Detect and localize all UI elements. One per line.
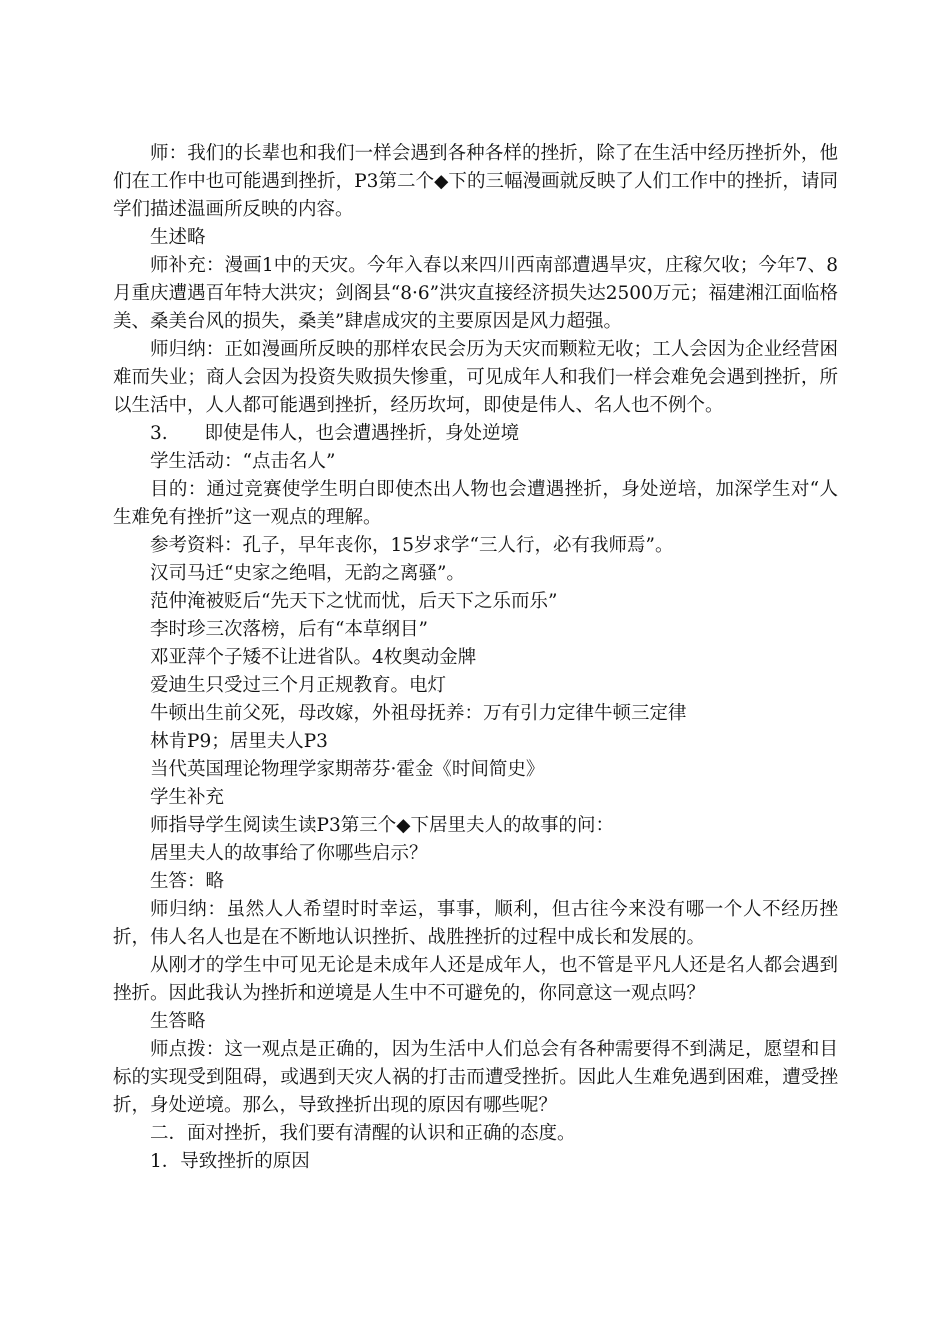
paragraph-reference-dengyaping: 邓亚萍个子矮不让进省队。4枚奥动金牌 [150,647,477,668]
document-body [113,140,838,1176]
paragraph-teacher-summary-2: 师归纳：虽然人人希望时时幸运，事事，顺利，但古往今来没有哪一个人不经历挫折，伟人名人也是在不断地认识挫折、战胜挫折的过程中成长和发展的。 [113,899,838,948]
paragraph-student-supplement: 学生补充 [150,787,225,808]
paragraph-teacher-supplement: 师补充：漫画1中的天灾。今年入春以来四川西南部遭遇旱灾，庄稼欠收；今年7、8月重庆遭遇百年特大洪灾；剑阁县“8·6”洪灾直接经济损失达2500万元；福建湘江面临格美、桑美台风的损失，桑美”肆虐成灾的主要原因是风力超强。 [113,255,838,332]
paragraph-reference-lincoln-curie: 林肯P9；居里夫人P3 [150,731,328,752]
paragraph-student-answer: 生答：略 [150,871,225,892]
subsection-heading-1: 1．导致挫折的原因 [150,1151,310,1172]
paragraph-reference-confucius: 参考资料：孔子，早年丧你，15岁求学“三人行，必有我师焉”。 [150,535,674,556]
paragraph-student-answer-2: 生答略 [150,1011,206,1032]
paragraph-reference-edison: 爱迪生只受过三个月正规教育。电灯 [150,675,447,696]
paragraph-question-curie: 居里夫人的故事给了你哪些启示？ [150,843,428,864]
paragraph-reference-simaqian: 汉司马迁“史家之绝唱，无韵之离骚”。 [150,563,465,584]
section-heading-3: 3. 即使是伟人，也会遭遇挫折，身处逆境 [150,423,520,444]
paragraph-teacher-summary: 师归纳：正如漫画所反映的那样农民会历为天灾而颗粒无收；工人会因为企业经营困难而失业；商人会因为投资失败损失惨重，可见成年人和我们一样会难免会遇到挫折，所以生活中，人人都可能遇到挫折，经历坎坷，即使是伟人、名人也不例个。 [113,339,838,416]
paragraph-reference-hawking: 当代英国理论物理学家期蒂芬·霍金《时间简史》 [150,759,545,780]
paragraph-student-describe: 生述略 [150,227,206,248]
paragraph-reference-lishizhen: 李时珍三次落榜，后有“本草纲目” [150,619,428,640]
paragraph-reference-newton: 牛顿出生前父死，母改嫁，外祖母抚养：万有引力定律牛顿三定律 [150,703,687,724]
paragraph-reference-fanzhongyan: 范仲淹被贬后“先天下之忧而忧，后天下之乐而乐” [150,591,558,612]
paragraph-purpose: 目的：通过竞赛使学生明白即使杰出人物也会遭遇挫折，身处逆培，加深学生对“人生难免有挫折”这一观点的理解。 [113,479,838,528]
paragraph-teacher-intro: 师：我们的长辈也和我们一样会遇到各种各样的挫折，除了在生活中经历挫折外，他们在工作中也可能遇到挫折，P3第二个◆下的三幅漫画就反映了人们工作中的挫折，请同学们描述温画所反映的内容。 [113,143,838,220]
paragraph-student-activity: 学生活动：“点击名人” [150,451,336,472]
paragraph-teacher-explain: 师点拨：这一观点是正确的，因为生活中人们总会有各种需要得不到满足，愿望和目标的实现受到阻碍，或遇到天灾人祸的打击而遭受挫折。因此人生难免遇到困难，遭受挫折，身处逆境。那么，导致挫折出现的原因有哪些呢？ [113,1039,838,1116]
paragraph-conclusion-question: 从刚才的学生中可见无论是未成年人还是成年人，也不管是平凡人还是名人都会遇到挫折。因此我认为挫折和逆境是人生中不可避免的，你同意这一观点吗？ [113,955,838,1004]
paragraph-teacher-guide: 师指导学生阅读生读P3第三个◆下居里夫人的故事的问： [150,815,614,836]
section-heading-2: 二．面对挫折，我们要有清醒的认识和正确的态度。 [150,1123,576,1144]
